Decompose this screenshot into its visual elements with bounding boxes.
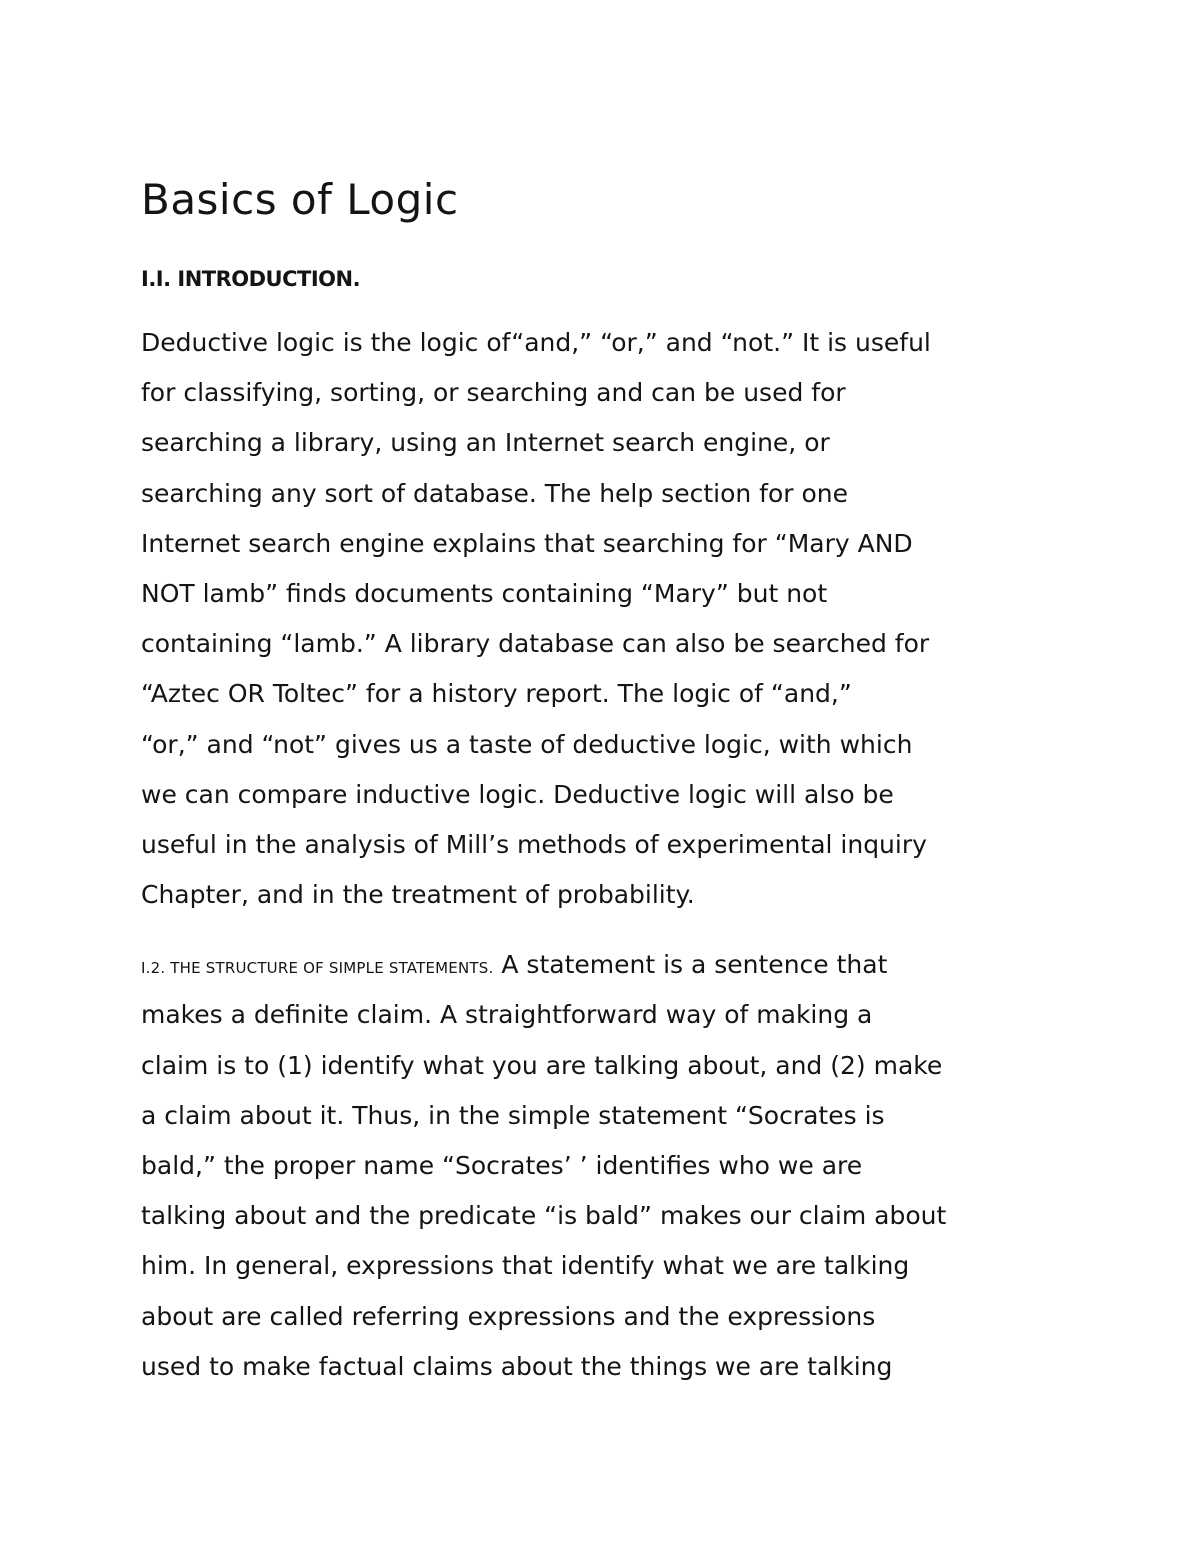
text-line-first <box>141 940 1061 990</box>
paragraph-introduction <box>141 318 1061 920</box>
text-line: NOT lamb” finds documents containing “Mary” but not <box>141 578 828 608</box>
text-line: useful in the analysis of Mill’s methods of experimental inquiry <box>141 829 927 859</box>
text-line: “or,” and “not” gives us a taste of deductive logic, with which <box>141 729 913 759</box>
text-line: talking about and the predicate “is bald” makes our claim about <box>141 1201 947 1231</box>
first-line-text: A statement is a sentence that <box>493 950 888 980</box>
text-line: for classifying, sorting, or searching and can be used for <box>141 378 846 408</box>
text-line: searching a library, using an Internet search engine, or <box>141 428 830 458</box>
text-line: a claim about it. Thus, in the simple statement “Socrates is <box>141 1100 885 1130</box>
text-line: Deductive logic is the logic of“and,” “or,” and “not.” It is useful <box>141 328 931 357</box>
text-line: we can compare inductive logic. Deductive logic will also be <box>141 779 894 809</box>
text-line: used to make factual claims about the things we are talking <box>141 1351 893 1381</box>
section-heading-structure: I.2. THE STRUCTURE OF SIMPLE STATEMENTS. <box>141 959 494 978</box>
text-line: searching any sort of database. The help section for one <box>141 478 849 508</box>
text-line: Chapter, and in the treatment of probability. <box>141 880 695 910</box>
text-line: makes a definite claim. A straightforward way of making a <box>141 1000 873 1030</box>
text-line: about are called referring expressions and the expressions <box>141 1301 876 1331</box>
document-page <box>141 170 1061 1392</box>
text-line: claim is to (1) identify what you are talking about, and (2) make <box>141 1050 943 1080</box>
text-line: “Aztec OR Toltec” for a history report. The logic of “and,” <box>141 679 852 709</box>
text-line: bald,” the proper name “Socrates’ ’ identifies who we are <box>141 1151 863 1180</box>
text-line: him. In general, expressions that identify what we are talking <box>141 1251 910 1281</box>
text-line: Internet search engine explains that searching for “Mary AND <box>141 528 913 558</box>
text-line: containing “lamb.” A library database can also be searched for <box>141 629 930 659</box>
document-title: Basics of Logic <box>141 175 459 224</box>
paragraph-structure-of-simple-statements <box>141 940 1061 1392</box>
section-heading-introduction: I.I. INTRODUCTION. <box>141 267 361 291</box>
